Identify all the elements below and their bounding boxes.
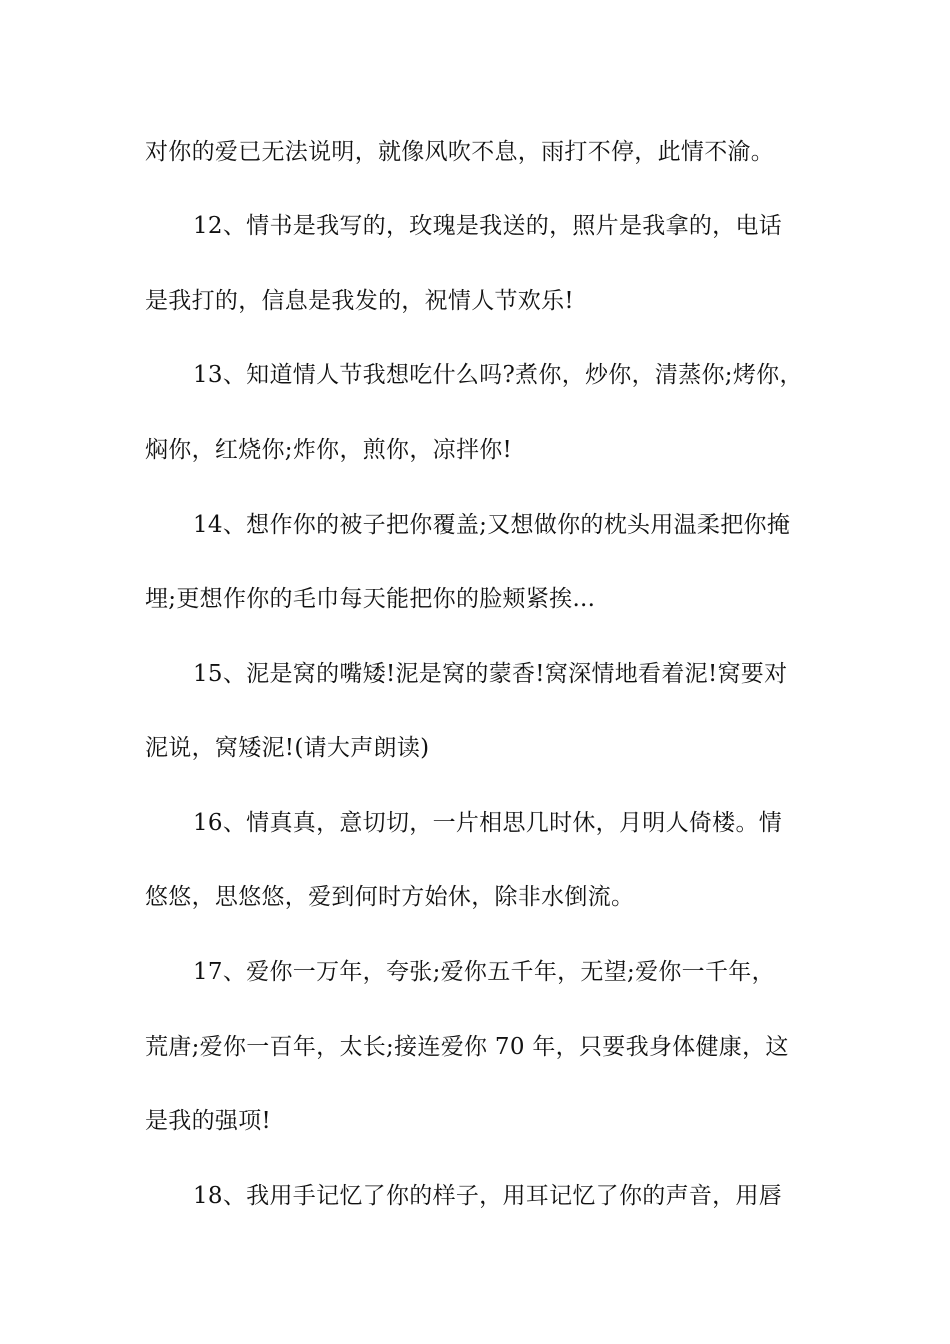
item-17-line-1: 17、爱你一万年，夸张;爱你五千年，无望;爱你一千年，	[193, 959, 775, 985]
item-15-line-1: 15、泥是窝的嘴矮!泥是窝的蒙香!窝深情地看着泥!窝要对	[193, 661, 788, 687]
text-line: 对你的爱已无法说明，就像风吹不息，雨打不停，此情不渝。	[145, 139, 775, 165]
item-13-line-2: 焖你，红烧你;炸你，煎你，凉拌你!	[145, 437, 513, 463]
item-12-line-2: 是我打的，信息是我发的，祝情人节欢乐!	[145, 288, 574, 314]
item-16-line-2: 悠悠，思悠悠，爱到何时方始休，除非水倒流。	[145, 884, 635, 910]
item-18-line-1: 18、我用手记忆了你的样子，用耳记忆了你的声音，用唇	[193, 1183, 783, 1209]
item-16-line-1: 16、情真真，意切切，一片相思几时休，月明人倚楼。情	[193, 810, 783, 836]
item-14-line-2: 埋;更想作你的毛巾每天能把你的脸颊紧挨...	[145, 586, 596, 612]
item-12-line-1: 12、情书是我写的，玫瑰是我送的，照片是我拿的，电话	[193, 213, 783, 239]
item-14-line-1: 14、想作你的被子把你覆盖;又想做你的枕头用温柔把你掩	[193, 512, 791, 538]
item-17-line-2: 荒唐;爱你一百年，太长;接连爱你 70 年，只要我身体健康，这	[145, 1034, 789, 1060]
item-13-line-1: 13、知道情人节我想吃什么吗?煮你，炒你，清蒸你;烤你，	[193, 362, 803, 388]
item-15-line-2: 泥说，窝矮泥!(请大声朗读)	[145, 735, 430, 761]
item-17-line-3: 是我的强项!	[145, 1108, 272, 1134]
